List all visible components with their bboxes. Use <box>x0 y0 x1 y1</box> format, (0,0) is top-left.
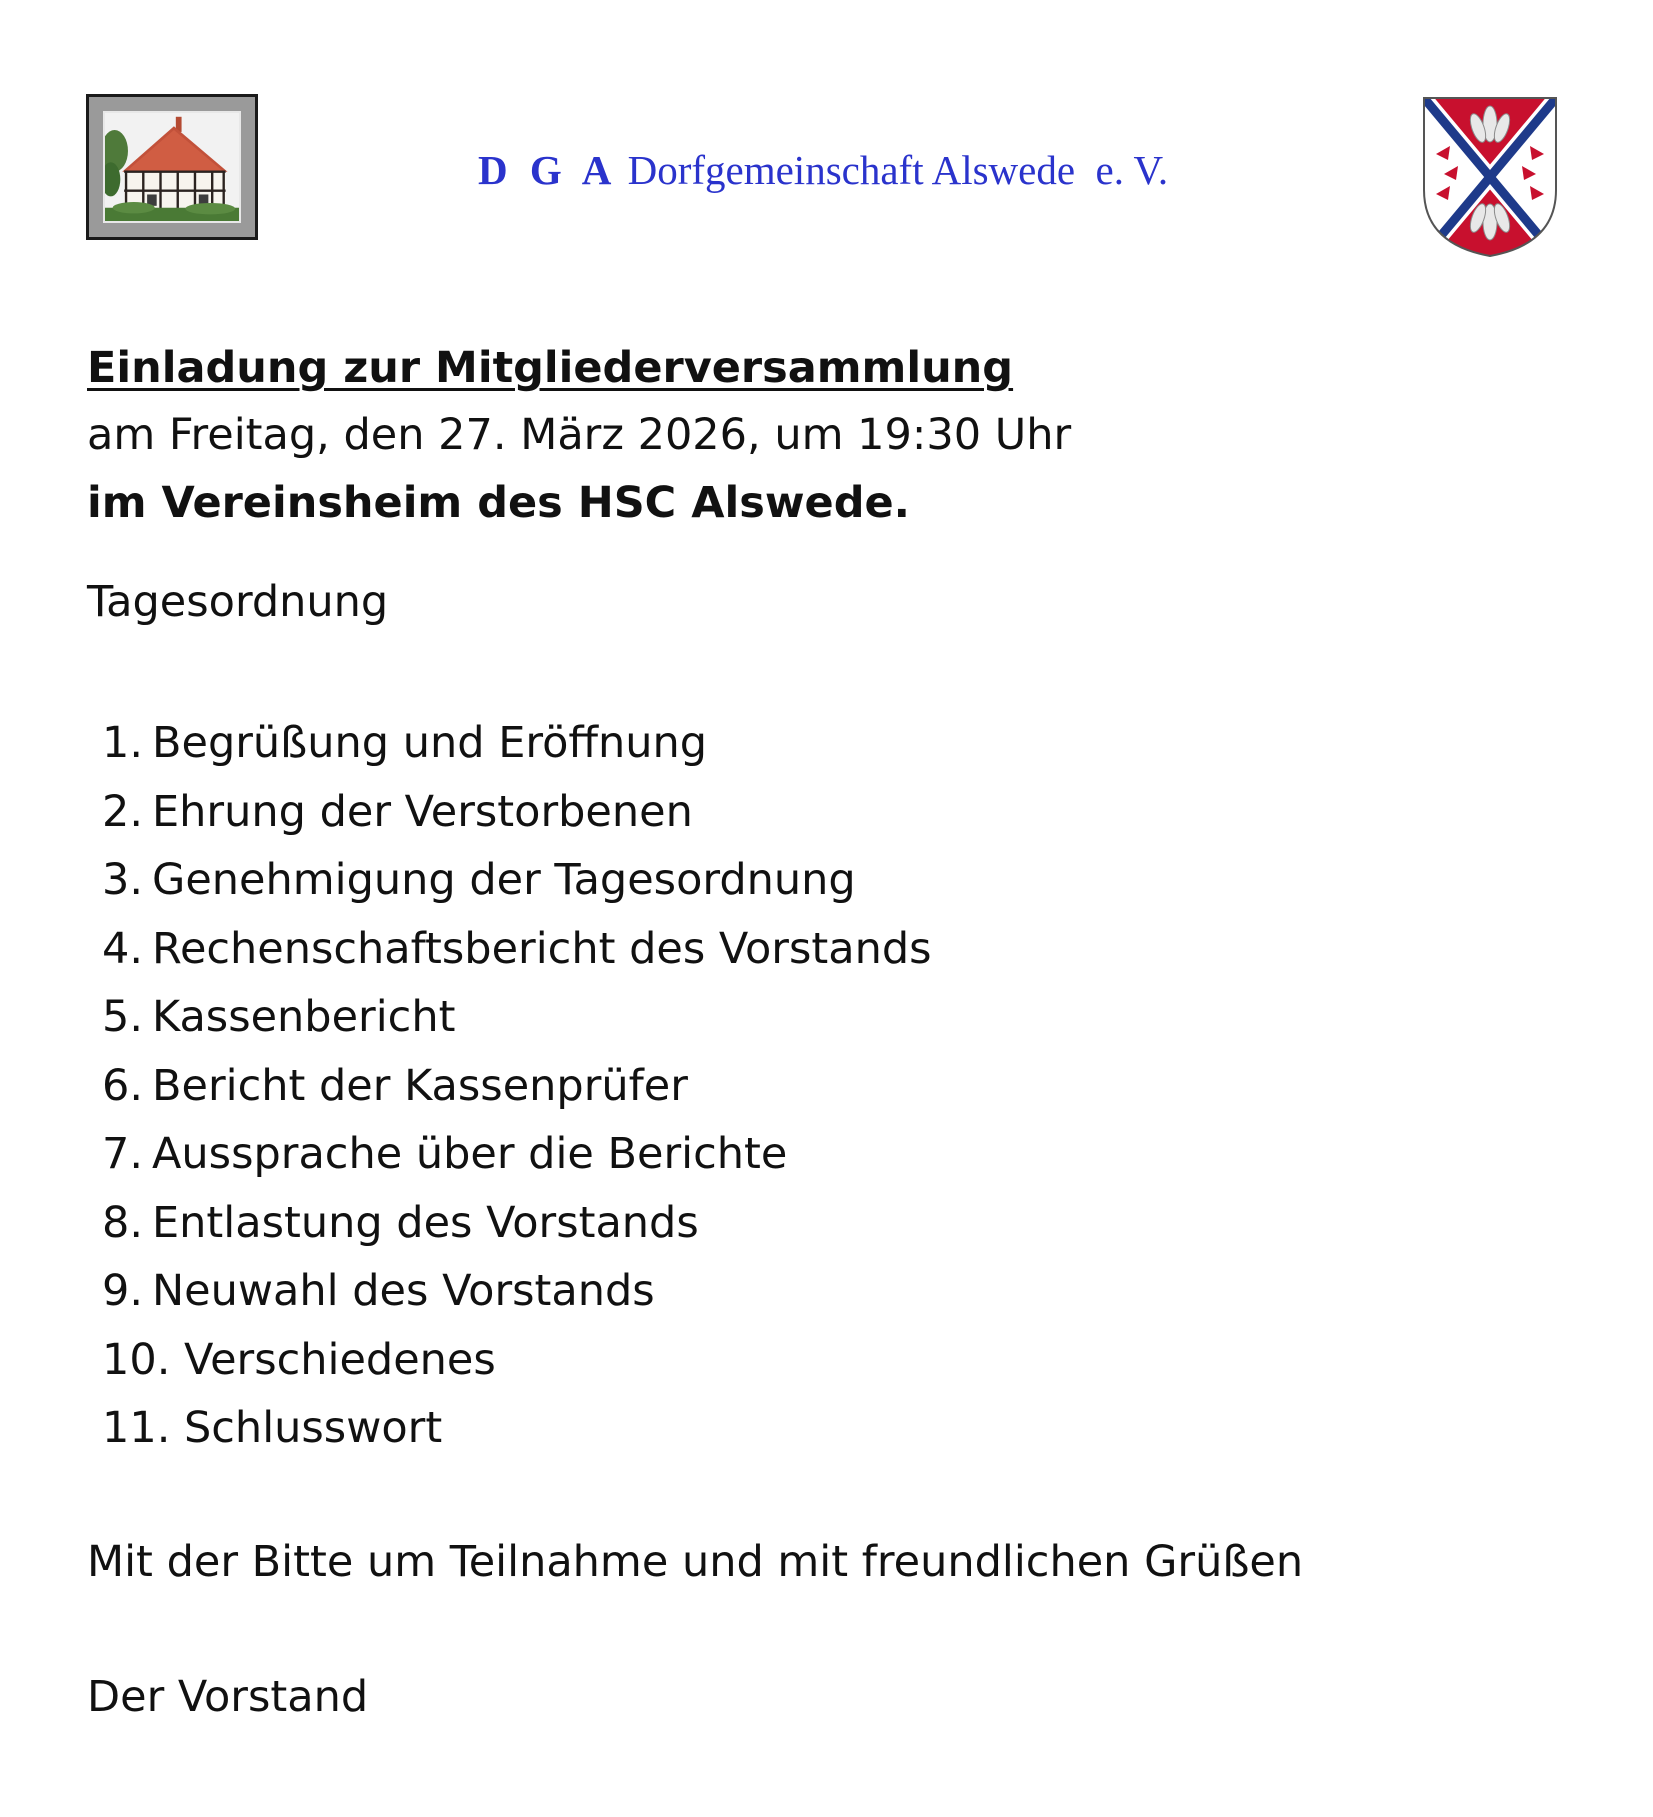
timber-frame-house-photo <box>86 94 258 240</box>
house-photo-icon <box>105 113 239 221</box>
agenda-title: Tagesordnung <box>87 577 389 627</box>
agenda-item <box>102 924 932 993</box>
agenda-item <box>102 718 932 787</box>
agenda-item <box>102 1266 932 1335</box>
invitation-heading: Einladung zur Mitgliederversammlung <box>87 343 1014 393</box>
agenda-item-label: Aussprache über die Berichte <box>152 1129 788 1179</box>
agenda-item <box>102 1198 932 1267</box>
agenda-item-label: Genehmigung der Tagesordnung <box>152 855 856 905</box>
agenda-item <box>102 1129 932 1198</box>
meeting-date: am Freitag, den 27. März 2026, um 19:30 Uhr <box>87 410 1072 460</box>
agenda-item <box>102 787 932 856</box>
agenda-item-label: Bericht der Kassenprüfer <box>152 1060 688 1111</box>
agenda-item-number: 8. <box>102 1197 144 1248</box>
agenda-item-number: 6. <box>102 1060 144 1111</box>
agenda-item-number: 2. <box>102 786 144 837</box>
association-title <box>478 146 1168 194</box>
agenda-item-label: Entlastung des Vorstands <box>152 1197 699 1248</box>
agenda-item-number: 3. <box>102 855 144 905</box>
agenda-item-number: 9. <box>102 1266 144 1316</box>
agenda-item-number: 10. <box>102 1334 171 1385</box>
meeting-location: im Vereinsheim des HSC Alswede. <box>87 478 910 528</box>
agenda-item-label: Schlusswort <box>184 1403 443 1453</box>
agenda-item <box>102 1335 932 1404</box>
agenda-item-label: Neuwahl des Vorstands <box>152 1266 655 1316</box>
agenda-item-number: 1. <box>102 718 144 768</box>
agenda-item-label: Begrüßung und Eröffnung <box>152 718 708 768</box>
association-name: Dorfgemeinschaft Alswede e. V. <box>627 147 1169 193</box>
agenda-item-label: Kassenbericht <box>152 992 456 1042</box>
agenda-item-number: 4. <box>102 923 144 974</box>
agenda-item <box>102 855 932 924</box>
agenda-item-label: Rechenschaftsbericht des Vorstands <box>152 923 932 974</box>
agenda-list <box>102 718 932 1472</box>
alswede-coat-of-arms-icon <box>1420 94 1560 260</box>
closing-greeting: Mit der Bitte um Teilnahme und mit freundlichen Grüßen <box>87 1537 1304 1587</box>
signature: Der Vorstand <box>87 1672 369 1722</box>
agenda-item-number: 11. <box>102 1403 171 1453</box>
agenda-item <box>102 992 932 1061</box>
agenda-item-label: Verschiedenes <box>184 1334 496 1385</box>
agenda-item <box>102 1403 932 1472</box>
agenda-item <box>102 1061 932 1130</box>
association-abbreviation: D G A <box>478 147 618 193</box>
agenda-item-number: 5. <box>102 992 144 1042</box>
agenda-item-label: Ehrung der Verstorbenen <box>152 786 693 837</box>
agenda-item-number: 7. <box>102 1129 144 1179</box>
